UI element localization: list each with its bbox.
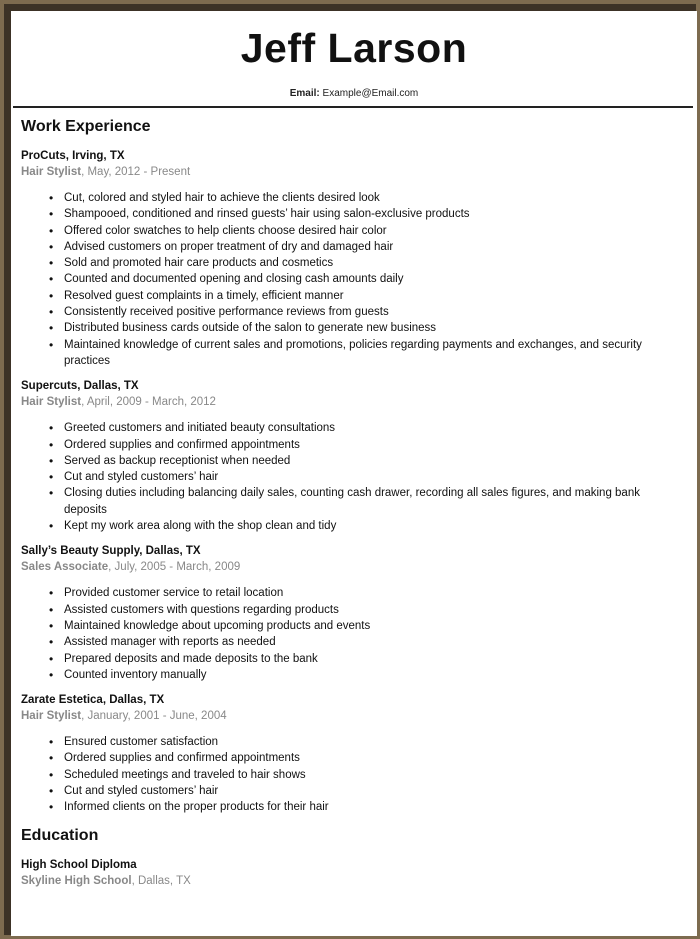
duty-item: • Cut, colored and styled hair to achieve the clients desired look <box>21 190 687 206</box>
job-entry <box>21 693 687 815</box>
duty-item: • Assisted customers with questions regarding products <box>21 602 687 618</box>
job-company: Zarate Estetica, Dallas, TX <box>21 694 165 707</box>
job-duties <box>21 734 687 815</box>
duty-item: • Ordered supplies and confirmed appointments <box>21 437 687 453</box>
candidate-name: Jeff Larson <box>240 25 468 71</box>
education-location: , Dallas, TX <box>131 874 191 887</box>
duty-item: • Greeted customers and initiated beauty consultations <box>21 420 687 436</box>
email-label: Email: <box>289 88 320 99</box>
duty-item: • Ordered supplies and confirmed appointments <box>21 750 687 766</box>
job-company: Sally’s Beauty Supply, Dallas, TX <box>21 545 201 558</box>
duty-item: • Informed clients on the proper products for their hair <box>21 799 687 815</box>
duty-item: • Assisted manager with reports as needed <box>21 634 687 650</box>
job-duties <box>21 420 687 534</box>
resume-body <box>21 117 687 889</box>
duty-item: • Consistently received positive performance reviews from guests <box>21 304 687 320</box>
duty-item: • Maintained knowledge of current sales and promotions, policies regarding payments and exchanges, and security practices <box>21 337 687 370</box>
job-role: Hair Stylist <box>21 396 82 409</box>
job-role-dates <box>21 708 687 724</box>
job-role: Hair Stylist <box>21 710 82 723</box>
job-role-dates <box>21 164 687 180</box>
duty-item: • Ensured customer satisfaction <box>21 734 687 750</box>
education-school: Skyline High School <box>21 874 132 887</box>
email-value: Example@Email.com <box>322 88 419 99</box>
job-entry <box>21 149 687 369</box>
page-frame <box>4 4 696 935</box>
duty-item: • Cut and styled customers’ hair <box>21 783 687 799</box>
job-role-dates <box>21 559 687 575</box>
education-heading: Education <box>21 826 99 844</box>
job-duties <box>21 585 687 683</box>
duty-item: • Maintained knowledge about upcoming products and events <box>21 618 687 634</box>
duty-item: • Prepared deposits and made deposits to the bank <box>21 651 687 667</box>
job-dates: , January, 2001 - June, 2004 <box>81 710 227 723</box>
job-role-dates <box>21 394 687 410</box>
education-school-line <box>21 873 687 889</box>
duty-item: • Provided customer service to retail location <box>21 585 687 601</box>
job-dates: , April, 2009 - March, 2012 <box>81 396 216 409</box>
duty-item: • Kept my work area along with the shop clean and tidy <box>21 518 687 534</box>
job-role: Sales Associate <box>21 561 109 574</box>
duty-item: • Resolved guest complaints in a timely, efficient manner <box>21 288 687 304</box>
duty-item: • Counted and documented opening and closing cash amounts daily <box>21 271 687 287</box>
duty-item: • Closing duties including balancing daily sales, counting cash drawer, recording all sales figures, and making bank deposits <box>21 485 687 518</box>
duty-item: • Cut and styled customers’ hair <box>21 469 687 485</box>
education-degree: High School Diploma <box>21 858 137 871</box>
contact-line <box>11 88 697 99</box>
duty-item: • Distributed business cards outside of the salon to generate new business <box>21 320 687 336</box>
job-entry <box>21 544 687 683</box>
duty-item: • Scheduled meetings and traveled to hair shows <box>21 767 687 783</box>
work-experience-heading: Work Experience <box>21 118 151 135</box>
header-divider <box>13 106 693 108</box>
job-company: Supercuts, Dallas, TX <box>21 380 139 393</box>
duty-item: • Counted inventory manually <box>21 667 687 683</box>
resume-page <box>11 11 697 936</box>
duty-item: • Offered color swatches to help clients choose desired hair color <box>21 223 687 239</box>
job-dates: , May, 2012 - Present <box>81 166 191 178</box>
duty-item: • Shampooed, conditioned and rinsed guests’ hair using salon-exclusive products <box>21 206 687 222</box>
duty-item: • Advised customers on proper treatment of dry and damaged hair <box>21 239 687 255</box>
job-role: Hair Stylist <box>21 166 82 178</box>
job-entry <box>21 379 687 534</box>
job-duties <box>21 190 687 369</box>
duty-item: • Sold and promoted hair care products and cosmetics <box>21 255 687 271</box>
job-dates: , July, 2005 - March, 2009 <box>108 561 241 574</box>
duty-item: • Served as backup receptionist when needed <box>21 453 687 469</box>
job-list <box>21 149 687 816</box>
job-company: ProCuts, Irving, TX <box>21 150 125 162</box>
